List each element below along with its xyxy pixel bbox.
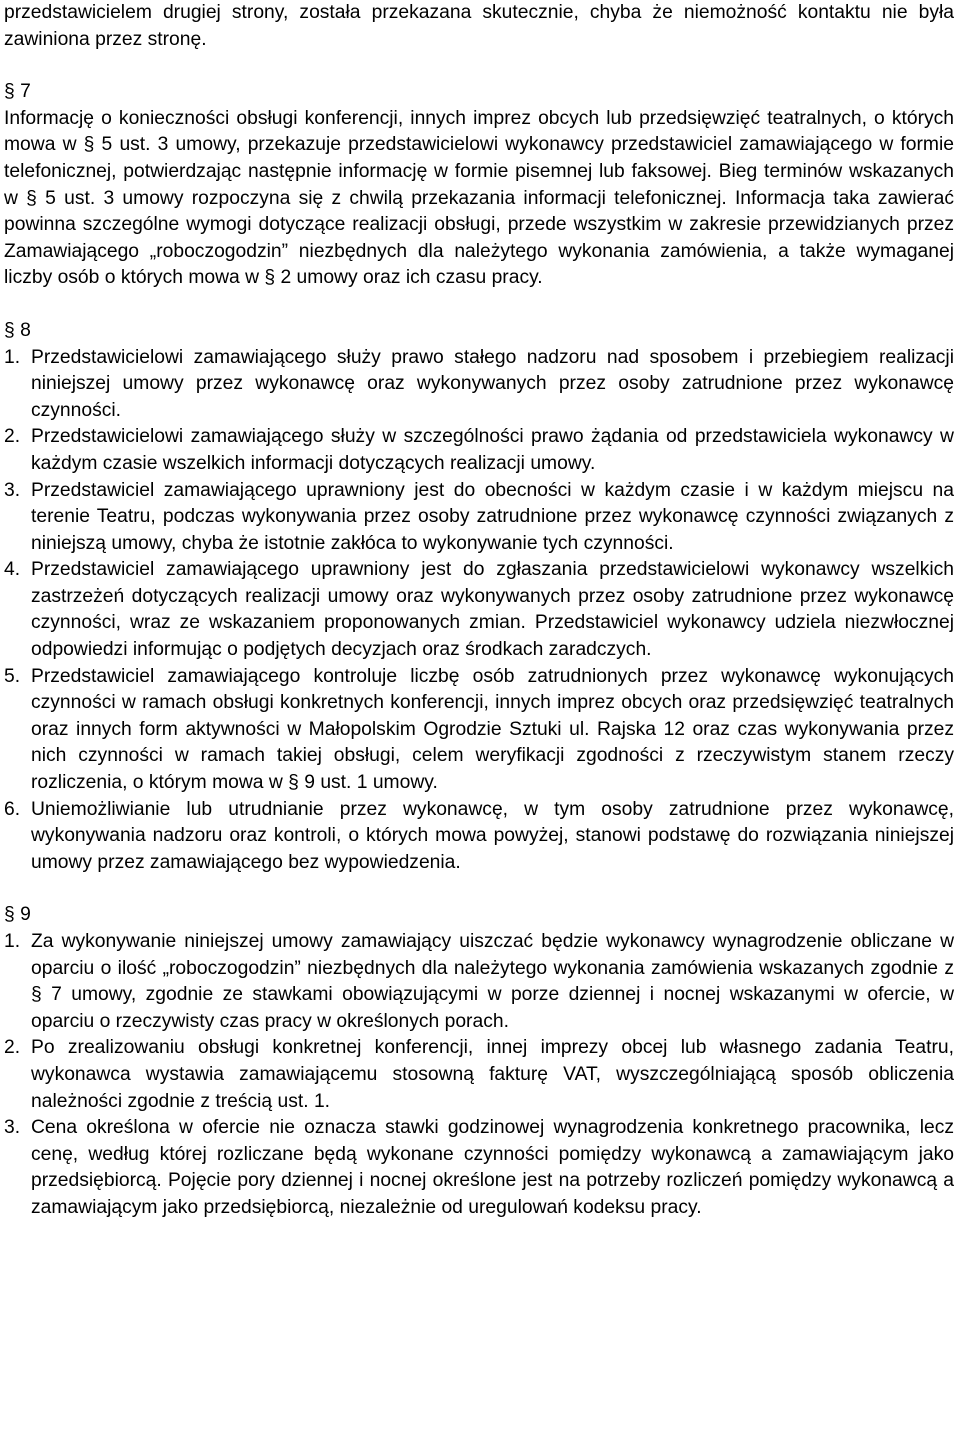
section-7-heading: § 7 xyxy=(4,81,31,103)
item-number: 3. xyxy=(4,1117,21,1139)
item-number: 2. xyxy=(4,426,21,448)
item-number: 1. xyxy=(4,346,21,368)
item-text: Przedstawiciel zamawiającego kontroluje liczbę osób zatrudnionych przez wykonawcę wykonujących czynności w ramach obsługi konkretnych konferencji, innych imprez obcych oraz przedsięwzięć teatralnych oraz innych form aktywności w Małopolskim Ogrodzie Sztuki ul. Rajska 12 oraz czas wykonywania przez nich czynności w ramach takiej obsługi, celem weryfikacji zgodności z rzeczywistym stanem rzeczy rozliczenia, o którym mowa w § 9 ust. 1 umowy. xyxy=(31,665,954,794)
section-9-list xyxy=(4,929,954,1222)
item-number: 2. xyxy=(4,1037,21,1059)
list-item xyxy=(4,1035,954,1115)
item-text: Przedstawiciel zamawiającego uprawniony jest do obecności w każdym czasie i w każdym miejscu na terenie Teatru, podczas wykonywania przez osoby zatrudnione przez wykonawcę czynności związanych z niniejszą umowy, chyba że istotnie zakłóca to wykonywanie tych czynności. xyxy=(31,479,954,554)
item-number: 4. xyxy=(4,559,21,581)
section-8-list xyxy=(4,345,954,877)
spacer xyxy=(4,292,954,318)
item-text: Przedstawiciel zamawiającego uprawniony jest do zgłaszania przedstawicielowi wykonawcy wszelkich zastrzeżeń dotyczących realizacji umowy oraz wykonywanych przez osoby zatrudnione przez wykonawcę czynności, wraz ze wskazaniem proponowanych zmian. Przedstawiciel wykonawcy udziela niezwłocznej odpowiedzi informując o podjętych decyzjach oraz środkach zaradczych. xyxy=(31,559,954,661)
list-item xyxy=(4,345,954,425)
item-text: Uniemożliwianie lub utrudnianie przez wykonawcę, w tym osoby zatrudnione przez wykonawcę, wykonywania nadzoru oraz kontroli, o których mowa powyżej, stanowi podstawę do rozwiązania niniejszej umowy przez zamawiającego bez wypowiedzenia. xyxy=(31,798,954,873)
list-item xyxy=(4,929,954,1035)
section-9 xyxy=(4,902,954,1221)
spacer xyxy=(4,53,954,79)
section-7-paragraph: Informację o konieczności obsługi konferencji, innych imprez obcych lub przedsięwzięć teatralnych, o których mowa w § 5 ust. 3 umowy, przekazuje przedstawicielowi wykonawcy przedstawiciel zamawiającego w formie telefonicznej, potwierdzając następnie informację w formie pisemnej lub faksowej. Bieg terminów wskazanych w § 5 ust. 3 umowy rozpoczyna się z chwilą przekazania informacji telefonicznej. Informacja taka zawierać powinna szczególne wymogi dotyczące realizacji obsługi, przede wszystkim w zakresie przewidzianych przez Zamawiającego „roboczogodzin” niezbędnych dla należytego wykonania zamówienia, a także wymaganej liczby osób o których mowa w § 2 umowy oraz ich czasu pracy. xyxy=(4,107,954,289)
section-7 xyxy=(4,79,954,292)
item-text: Po zrealizowaniu obsługi konkretnej konferencji, innej imprezy obcej lub własnego zadania Teatru, wykonawca wystawia zamawiającemu stosowną fakturę VAT, wyszczególniającą sposób obliczenia należności zgodnie z treścią ust. 1. xyxy=(31,1037,954,1112)
intro-paragraph: przedstawicielem drugiej strony, została przekazana skutecznie, chyba że niemożność kontaktu nie była zawiniona przez stronę. xyxy=(4,2,954,50)
list-item xyxy=(4,664,954,797)
list-item xyxy=(4,478,954,558)
spacer xyxy=(4,876,954,902)
item-number: 5. xyxy=(4,665,21,687)
item-number: 1. xyxy=(4,931,21,952)
section-8 xyxy=(4,318,954,876)
item-text: Cena określona w ofercie nie oznacza stawki godzinowej wynagrodzenia konkretnego pracownika, lecz cenę, według której rozliczane będą wykonane czynności pomiędzy wykonawcą a zamawiającym jako przedsiębiorcą. Pojęcie pory dziennej i nocnej określone jest na potrzeby rozliczeń pomiędzy wykonawcą a zamawiającym jako przedsiębiorcą, niezależnie od uregulowań kodeksu pracy. xyxy=(31,1117,954,1218)
list-item xyxy=(4,797,954,877)
item-text: Za wykonywanie niniejszej umowy zamawiający uiszczać będzie wykonawcy wynagrodzenie obliczane w oparciu o ilość „roboczogodzin” niezbędnych dla należytego wykonania zamówienia wskazanych zgodnie z § 7 umowy, zgodnie ze stawkami obowiązującymi w porze dziennej i nocnej wskazanymi w ofercie, w oparciu o rzeczywisty czas pracy w określonych porach. xyxy=(31,931,954,1032)
item-number: 6. xyxy=(4,798,21,820)
item-text: Przedstawicielowi zamawiającego służy w szczególności prawo żądania od przedstawiciela wykonawcy w każdym czasie wszelkich informacji dotyczących realizacji umowy. xyxy=(31,426,954,474)
list-item xyxy=(4,1115,954,1221)
list-item xyxy=(4,424,954,477)
item-text: Przedstawicielowi zamawiającego służy prawo stałego nadzoru nad sposobem i przebiegiem realizacji niniejszej umowy przez wykonawcę oraz wykonywanych przez osoby zatrudnione przez wykonawcę czynności. xyxy=(31,346,954,421)
section-9-heading: § 9 xyxy=(4,904,31,926)
list-item xyxy=(4,557,954,663)
item-number: 3. xyxy=(4,479,21,501)
section-8-heading: § 8 xyxy=(4,319,31,341)
